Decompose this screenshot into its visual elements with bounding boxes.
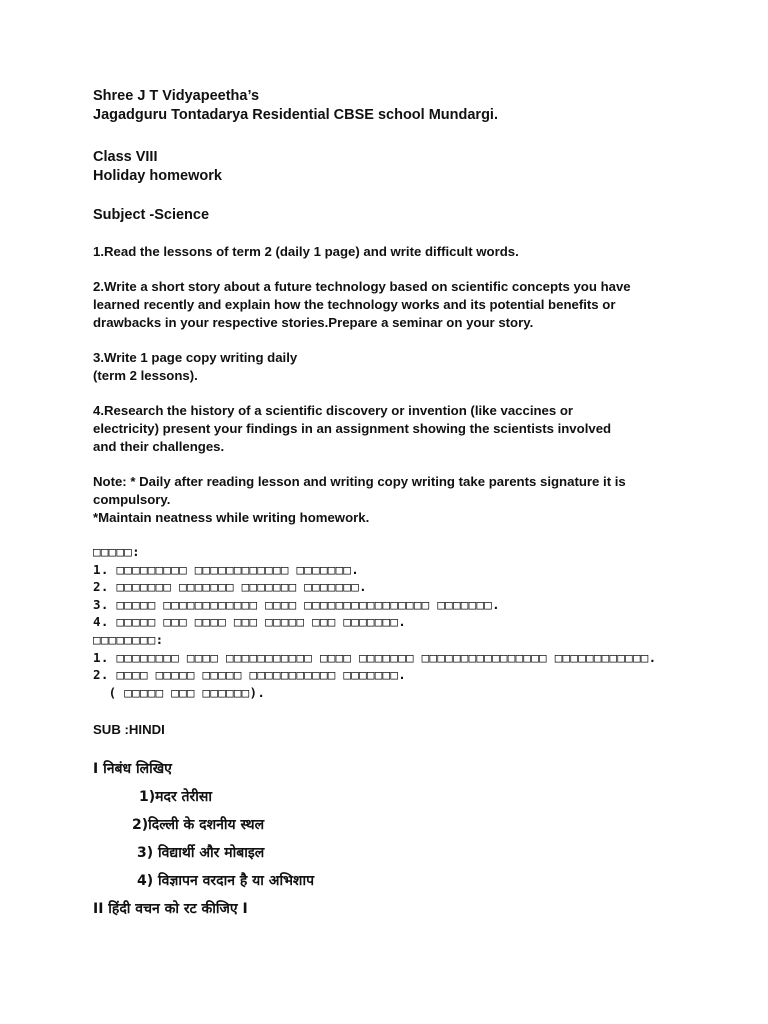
hindi-question-2: II हिंदी वचन को रट कीजिए I — [93, 901, 248, 917]
subject-science-label: Subject -Science — [93, 207, 210, 223]
hindi-topic-4: 4) विज्ञापन वरदान है या अभिशाप — [137, 873, 315, 889]
hindi-topic-1: 1)मदर तेरीसा — [139, 789, 212, 805]
task-text: 4.Research the history of a scientific discovery or invention (like vaccines or electricity) present your findings in an assignment showing the scientists involved and their challenges. — [93, 403, 612, 454]
class-info — [93, 148, 693, 186]
note-line-2: *Maintain neatness while writing homework. — [93, 509, 370, 525]
school-header — [93, 87, 693, 125]
subject-science — [93, 206, 693, 225]
kannada-item: 4. □□□□□ □□□ □□□□ □□□ □□□□□ □□□ □□□□□□□. — [93, 614, 407, 630]
task-text: 2.Write a short story about a future technology based on scientific concepts you have learned recently and explain how the technology works and its potential benefits or drawbacks in your respective stories.Prepare a seminar on your story. — [93, 279, 631, 330]
hindi-question-1: I निबंध लिखिए — [93, 761, 172, 777]
hindi-topic-2: 2)दिल्ली के दशनीय स्थल — [132, 817, 265, 833]
kannada-item: 3. □□□□□ □□□□□□□□□□□□ □□□□ □□□□□□□□□□□□□□□□ □□□□□□□. — [93, 596, 500, 612]
class-label: Class VIII — [93, 149, 158, 165]
kannada-heading-2: □□□□□□□□: — [93, 631, 164, 647]
science-task-2 — [93, 278, 713, 331]
homework-title: Holiday homework — [93, 168, 222, 184]
kannada-item: 2. □□□□ □□□□□ □□□□□ □□□□□□□□□□□ □□□□□□□. — [93, 667, 407, 683]
kannada-item: ( □□□□□ □□□ □□□□□□). — [93, 684, 266, 700]
kannada-section — [93, 543, 713, 701]
note-block — [93, 473, 713, 526]
task-text: 3.Write 1 page copy writing daily (term 2 lessons). — [93, 350, 298, 383]
school-line-1: Shree J T Vidyapeetha’s — [93, 88, 260, 104]
science-task-4 — [93, 402, 713, 455]
hindi-subject — [93, 721, 693, 739]
hindi-subject-label: SUB :HINDI — [93, 722, 165, 737]
school-line-2: Jagadguru Tontadarya Residential CBSE school Mundargi. — [93, 107, 498, 123]
hindi-topic-3: 3) विद्यार्थी और मोबाइल — [137, 845, 265, 861]
task-text: 1.Read the lessons of term 2 (daily 1 page) and write difficult words. — [93, 244, 519, 259]
note-line-1: Note: * Daily after reading lesson and writing copy writing take parents signature it is compulsory. — [93, 474, 626, 507]
science-task-3 — [93, 349, 693, 385]
science-task-1 — [93, 243, 693, 261]
kannada-item: 2. □□□□□□□ □□□□□□□ □□□□□□□ □□□□□□□. — [93, 579, 367, 595]
kannada-item: 1. □□□□□□□□ □□□□ □□□□□□□□□□□ □□□□ □□□□□□□ □□□□□□□□□□□□□□□□ □□□□□□□□□□□□. — [93, 649, 657, 665]
kannada-item: 1. □□□□□□□□□ □□□□□□□□□□□□ □□□□□□□. — [93, 561, 360, 577]
kannada-heading-1: □□□□□: — [93, 544, 140, 559]
